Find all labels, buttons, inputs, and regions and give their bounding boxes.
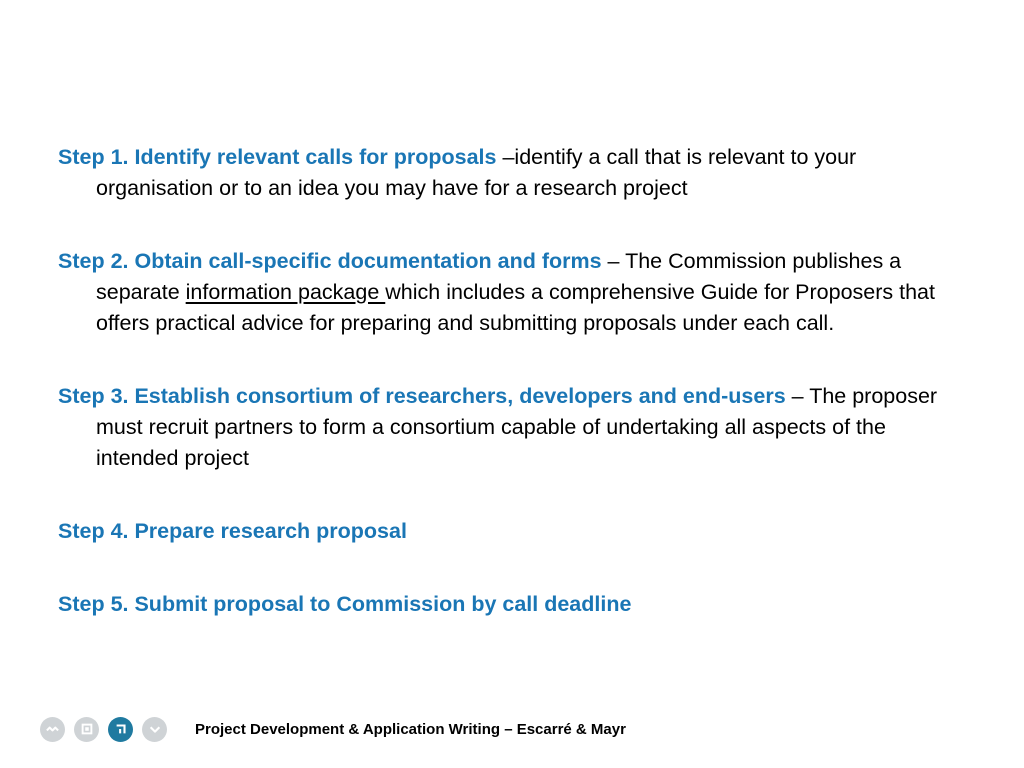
copy-icon[interactable] xyxy=(74,717,99,742)
step-2 xyxy=(58,246,958,339)
step-2-title: Step 2. Obtain call-specific documentation and forms xyxy=(58,249,602,273)
steps-list xyxy=(58,142,958,620)
chevron-down-icon[interactable] xyxy=(142,717,167,742)
step-4 xyxy=(58,516,958,547)
footer-nav xyxy=(40,714,176,744)
step-2-text-before: – The Commission publishes a separate xyxy=(96,249,902,304)
step-1-title: Step 1. Identify relevant calls for proposals xyxy=(58,145,497,169)
information-package-link[interactable]: information package xyxy=(185,280,386,304)
step-4-title: Step 4. Prepare research proposal xyxy=(58,519,407,543)
step-1 xyxy=(58,142,958,204)
footer-text: Project Development & Application Writing – Escarré & Mayr xyxy=(195,721,626,738)
step-5 xyxy=(58,589,958,620)
step-3-title: Step 3. Establish consortium of researchers, developers and end-users xyxy=(58,384,786,408)
home-icon[interactable] xyxy=(40,717,65,742)
step-3-text: – The proposer must recruit partners to form a consortium capable of undertaking all aspects of the intended project xyxy=(96,384,938,470)
step-5-title: Step 5. Submit proposal to Commission by call deadline xyxy=(58,592,632,616)
step-2-text-after: which includes a comprehensive Guide for Proposers that offers practical advice for preparing and submitting proposals under each call. xyxy=(96,280,935,335)
step-3 xyxy=(58,381,958,474)
step-1-text: –identify a call that is relevant to your organisation or to an idea you may have for a research project xyxy=(96,145,857,200)
return-icon[interactable] xyxy=(108,717,133,742)
